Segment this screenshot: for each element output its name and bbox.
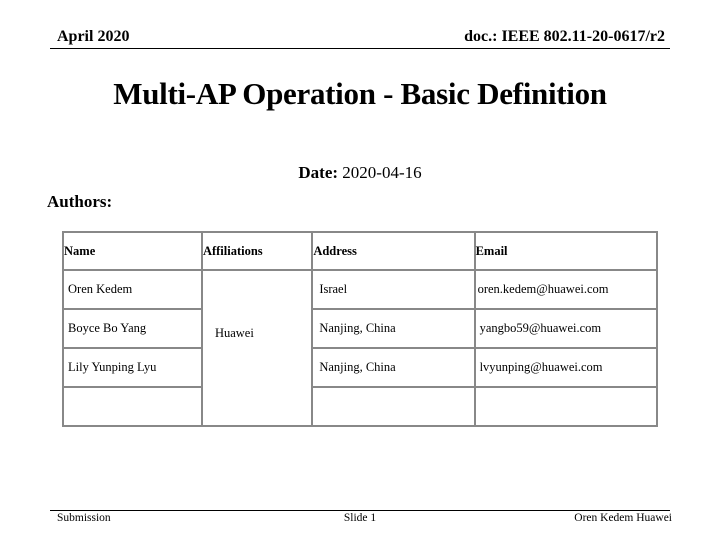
footer-author: Oren Kedem Huawei: [574, 512, 672, 524]
authors-heading: Authors:: [47, 192, 113, 211]
cell-name: Lily Yunping Lyu: [63, 348, 202, 387]
cell-address: Israel: [312, 270, 474, 309]
slide-title: Multi-AP Operation - Basic Definition: [113, 76, 607, 111]
cell-empty: [63, 387, 202, 426]
table-row: [63, 309, 657, 348]
header-affiliations: Affiliations: [202, 232, 312, 270]
affiliation-text: Huawei: [214, 325, 254, 340]
header-email: Email: [475, 232, 657, 270]
date-line: [0, 163, 720, 183]
cell-empty: [312, 387, 474, 426]
table-header-row: [63, 232, 657, 270]
header-name: Name: [63, 232, 202, 270]
cell-name: Boyce Bo Yang: [63, 309, 202, 348]
table-row: [63, 270, 657, 309]
cell-email: oren.kedem@huawei.com: [475, 270, 657, 309]
cell-email: lvyunping@huawei.com: [475, 348, 657, 387]
footer-divider: [50, 510, 670, 511]
header-date: April 2020: [57, 28, 130, 45]
header-doc-number: doc.: IEEE 802.11-20-0617/r2: [464, 28, 665, 45]
cell-empty: [475, 387, 657, 426]
header-divider: [50, 48, 670, 49]
header-address: Address: [312, 232, 474, 270]
cell-name: Oren Kedem: [63, 270, 202, 309]
table-row: [63, 348, 657, 387]
footer-slide-number: Slide 1: [343, 512, 377, 524]
cell-address: Nanjing, China: [312, 309, 474, 348]
date-value: 2020-04-16: [338, 163, 422, 182]
cell-affiliation: [202, 270, 312, 426]
authors-table: [62, 231, 658, 427]
cell-address: Nanjing, China: [312, 348, 474, 387]
table-row-empty: [63, 387, 657, 426]
footer-submission: Submission: [57, 512, 111, 524]
cell-email: yangbo59@huawei.com: [475, 309, 657, 348]
date-label: Date:: [298, 163, 339, 182]
